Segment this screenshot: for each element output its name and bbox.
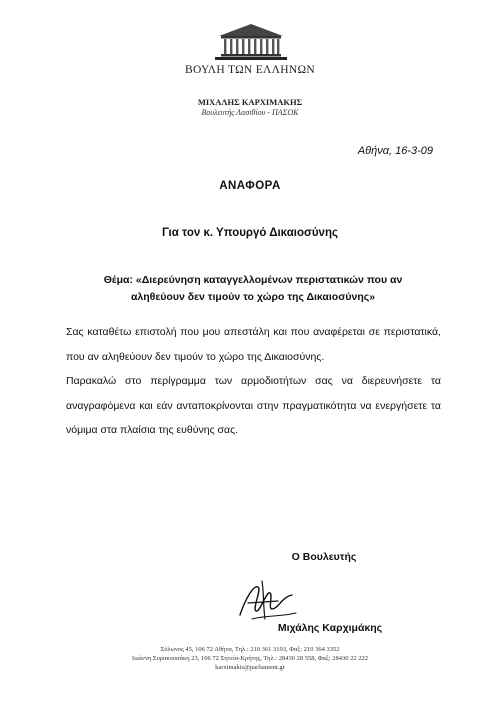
letter-date: Αθήνα, 16-3-09 [357,145,433,157]
subject-line-1: Θέμα: «Διερεύνηση καταγγελλομένων περιστατικών που αν [103,274,403,286]
subject [78,272,428,306]
parliament-building-logo [209,22,293,62]
body-paragraph-2: Παρακαλώ στο περίγραμμα των αρμοδιοτήτων σας να διερευνήσετε τα αναγραφόμενα και εάν ανταποκρίνονται στην πραγματικότητα να ενεργήσετε τα νόμιμα στα πλαίσια της ευθύνης σας. [66,375,441,437]
recipient-line: Για τον κ. Υπουργό Δικαιοσύνης [162,227,338,239]
footer-address-sitia: Ιωάννη Συρακουσάκη 23, 106 72 Σητεία-Κρήτης, Τηλ.: 28430 28 558, Φαξ: 28430 22 222 [132,655,368,662]
subject-line-2: αληθεύουν δεν τιμούν το χώρο της Δικαιοσύνης» [130,291,376,303]
body-paragraph-1: Σας καταθέτω επιστολή που μου απεστάλη και που αναφέρεται σε περιστατικά, που αν αληθεύουν δεν τιμούν το χώρο της Δικαιοσύνης. [66,326,441,363]
letter-body [66,320,441,443]
letter-footer [80,645,420,672]
parliament-name: ΒΟΥΛΗ ΤΩΝ ΕΛΛΗΝΩΝ [185,64,315,76]
mp-role: Βουλευτής Λασιθίου - ΠΑΣΟΚ [201,108,299,117]
mp-name: ΜΙΧΑΛΗΣ ΚΑΡΧΙΜΑΚΗΣ [197,97,303,107]
signatory-name: Μιχάλης Καρχιμάκης [277,622,383,634]
handwritten-signature [232,575,302,627]
footer-address-athens: Σόλωνος 45, 106 72 Αθήνα, Τηλ.: 210 361 3193, Φαξ: 210 364 3352 [160,646,340,653]
document-title: ΑΝΑΦΟΡΑ [219,180,281,192]
footer-email: karximakis@parliament.gr [215,664,285,671]
closing-title: Ο Βουλευτής [291,551,357,563]
